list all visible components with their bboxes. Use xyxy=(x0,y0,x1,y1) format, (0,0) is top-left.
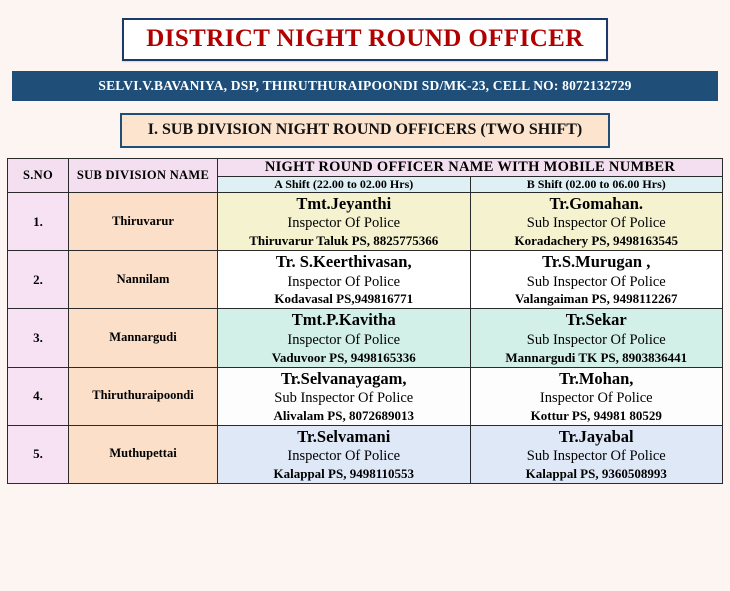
officer-name: Tmt.Jeyanthi xyxy=(296,194,392,213)
officer-name: Tr.Selvanayagam, xyxy=(280,368,407,388)
column-header-sub-division: SUB DIVISION NAME xyxy=(69,159,218,193)
column-header-shift-b: B Shift (02.00 to 06.00 Hrs) xyxy=(470,177,723,193)
officer-station: Mannargudi TK PS, 8903836441 xyxy=(505,349,688,365)
officer-name: Tmt.P.Kavitha xyxy=(291,310,396,330)
cell-shift-a xyxy=(218,425,471,483)
officer-rank: Inspector Of Police xyxy=(287,215,401,232)
cell-sno: 4. xyxy=(8,367,69,425)
officer-name: Tr. S.Keerthivasan, xyxy=(275,252,412,272)
cell-division: Muthupettai xyxy=(69,425,218,483)
officer-rank: Sub Inspector Of Police xyxy=(526,448,666,465)
officer-rank: Sub Inspector Of Police xyxy=(274,389,414,406)
cell-sno: 2. xyxy=(8,251,69,309)
officer-name: Tr.S.Murugan , xyxy=(542,252,651,272)
cell-shift-b xyxy=(470,367,723,425)
officer-contact-banner: SELVI.V.BAVANIYA, DSP, THIRUTHURAIPOONDI SD/MK-23, CELL NO: 8072132729 xyxy=(12,71,718,101)
night-round-officers-table xyxy=(7,158,723,484)
cell-shift-a xyxy=(218,367,471,425)
cell-shift-a xyxy=(218,309,471,367)
officer-station: Kalappal PS, 9498110553 xyxy=(273,465,414,481)
officer-rank: Sub Inspector Of Police xyxy=(526,331,666,348)
officer-station: Kalappal PS, 9360508993 xyxy=(525,465,667,481)
officer-rank: Inspector Of Police xyxy=(287,331,401,348)
page-title: DISTRICT NIGHT ROUND OFFICER xyxy=(122,18,607,61)
cell-shift-b xyxy=(470,425,723,483)
officer-station: Alivalam PS, 8072689013 xyxy=(273,407,414,423)
table-row xyxy=(8,425,723,483)
officer-station: Kodavasal PS,949816771 xyxy=(274,291,414,307)
column-header-shift-a: A Shift (22.00 to 02.00 Hrs) xyxy=(218,177,471,193)
officer-station: Koradachery PS, 9498163545 xyxy=(514,233,679,249)
cell-shift-b xyxy=(470,309,723,367)
officer-station: Kottur PS, 94981 80529 xyxy=(530,407,662,423)
cell-shift-a xyxy=(218,193,471,251)
section-title-container xyxy=(0,113,730,148)
table-body xyxy=(8,193,723,484)
officer-name: Tr.Gomahan. xyxy=(549,194,644,213)
document-header xyxy=(0,0,730,148)
officer-name: Tr.Jayabal xyxy=(558,426,634,446)
cell-shift-a xyxy=(218,251,471,309)
officer-name: Tr.Sekar xyxy=(565,310,627,330)
table-header xyxy=(8,159,723,193)
officer-rank: Sub Inspector Of Police xyxy=(526,273,666,290)
cell-sno: 3. xyxy=(8,309,69,367)
officer-name: Tr.Selvamani xyxy=(297,426,391,446)
table-header-row-1 xyxy=(8,159,723,177)
officer-station: Valangaiman PS, 9498112267 xyxy=(515,291,678,307)
cell-shift-b xyxy=(470,193,723,251)
column-header-sno: S.NO xyxy=(8,159,69,193)
table-row xyxy=(8,193,723,251)
officer-station: Thiruvarur Taluk PS, 8825775366 xyxy=(249,233,439,249)
officer-rank: Inspector Of Police xyxy=(287,273,401,290)
section-heading: I. SUB DIVISION NIGHT ROUND OFFICERS (TWO SHIFT) xyxy=(120,113,610,148)
main-title-container xyxy=(0,18,730,61)
officer-rank: Sub Inspector Of Police xyxy=(526,215,666,232)
officer-rank: Inspector Of Police xyxy=(539,389,653,406)
officer-station: Vaduvoor PS, 9498165336 xyxy=(271,349,416,365)
cell-division: Thiruvarur xyxy=(69,193,218,251)
cell-sno: 1. xyxy=(8,193,69,251)
cell-sno: 5. xyxy=(8,425,69,483)
officer-name: Tr.Mohan, xyxy=(559,368,634,388)
officer-rank: Inspector Of Police xyxy=(287,448,401,465)
table-row xyxy=(8,367,723,425)
cell-division: Nannilam xyxy=(69,251,218,309)
column-header-officer-group: NIGHT ROUND OFFICER NAME WITH MOBILE NUMBER xyxy=(218,159,723,177)
cell-division: Mannargudi xyxy=(69,309,218,367)
table-row xyxy=(8,309,723,367)
cell-shift-b xyxy=(470,251,723,309)
table-row xyxy=(8,251,723,309)
cell-division: Thiruthuraipoondi xyxy=(69,367,218,425)
